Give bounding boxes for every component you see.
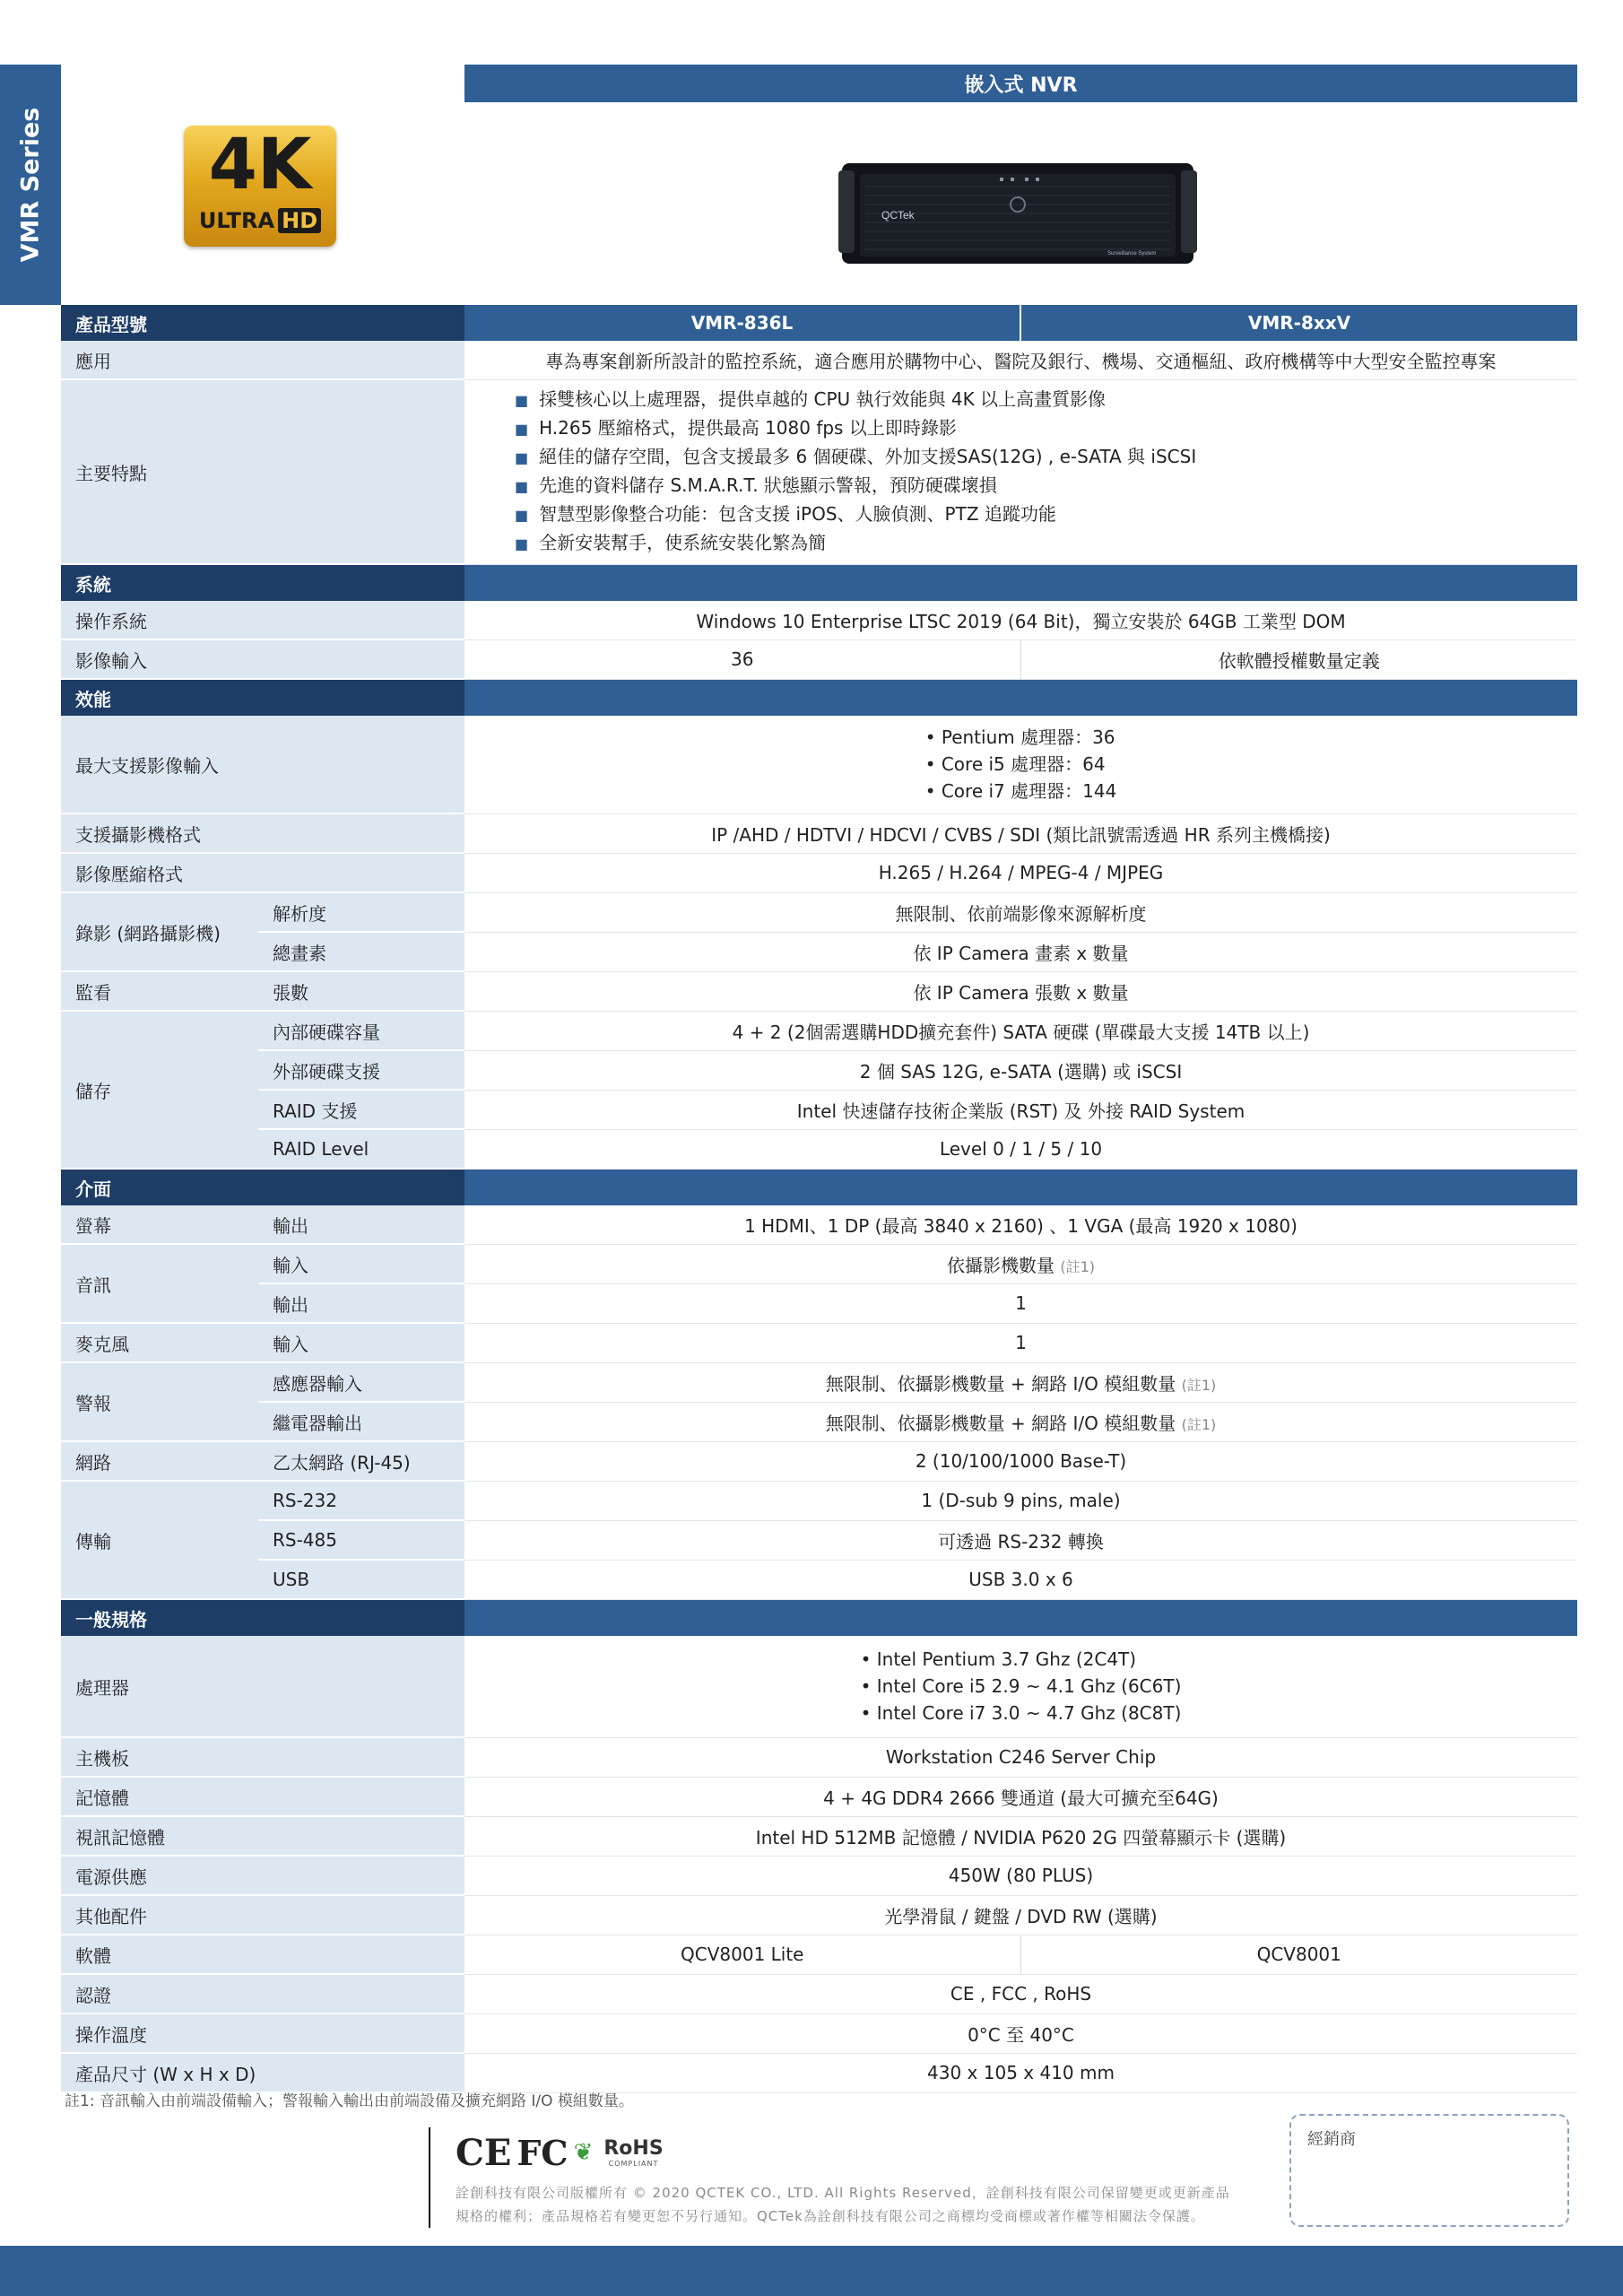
table-row bbox=[61, 892, 1577, 932]
table-row bbox=[61, 1481, 1577, 1520]
row-sublabel: 外部硬碟支援 bbox=[258, 1050, 464, 1090]
row-value: 專為專案創新所設計的監控系統，適合應用於購物中心、醫院及銀行、機場、交通樞紐、政府機構等中大型安全監控專案 bbox=[464, 341, 1577, 379]
model-header-label: 產品型號 bbox=[61, 305, 464, 341]
list-item: ■ 採雙核心以上處理器，提供卓越的 CPU 執行效能與 4K 以上高畫質影像 bbox=[515, 386, 1563, 414]
table-row bbox=[61, 1283, 1577, 1323]
footnote: 註1: 音訊輸入由前端設備輸入；警報輸入輸出由前端設備及擴充網路 I/O 模組數量。 bbox=[65, 2092, 634, 2110]
row-label: 主要特點 bbox=[61, 379, 464, 564]
ultra-hd-text bbox=[196, 206, 324, 235]
row-label: 主機板 bbox=[61, 1737, 464, 1777]
row-sublabel: 輸出 bbox=[258, 1205, 464, 1244]
row-sublabel: 解析度 bbox=[258, 892, 464, 932]
table-row bbox=[61, 1205, 1577, 1244]
bullet-list bbox=[925, 724, 1117, 804]
row-label: 螢幕 bbox=[61, 1205, 258, 1244]
row-value-b: QCV8001 bbox=[1020, 1935, 1577, 1974]
row-sublabel: RAID 支援 bbox=[258, 1090, 464, 1129]
divider bbox=[429, 2127, 430, 2228]
category-title: 嵌入式 NVR bbox=[964, 74, 1078, 97]
dealer-label: 經銷商 bbox=[1307, 2130, 1356, 2149]
section-header bbox=[61, 679, 1577, 716]
table-row bbox=[61, 1777, 1577, 1816]
value-text: 無限制、依攝影機數量 + 網路 I/O 模組數量 bbox=[825, 1372, 1176, 1395]
row-value: 1 HDMI、1 DP (最高 3840 x 2160) 、1 VGA (最高 1920 x 1080) bbox=[464, 1205, 1577, 1244]
row-sublabel: RS-485 bbox=[258, 1520, 464, 1560]
row-value: Workstation C246 Server Chip bbox=[464, 1737, 1577, 1777]
row-value: IP /AHD / HDTVI / HDCVI / CVBS / SDI (類比訊號需透過 HR 系列主機橋接) bbox=[464, 813, 1577, 853]
copyright-line: 詮創科技有限公司版權所有 © 2020 QCTEK CO., LTD. All Rights Reserved，詮創科技有限公司保留變更或更新產品 bbox=[456, 2185, 1230, 2201]
feature-list bbox=[479, 386, 1563, 558]
list-item: • Pentium 處理器：36 bbox=[925, 724, 1117, 751]
row-sublabel: 總畫素 bbox=[258, 932, 464, 971]
table-row bbox=[61, 341, 1577, 379]
table-row bbox=[61, 1816, 1577, 1856]
4k-ultra-hd-logo bbox=[184, 126, 336, 247]
row-value: 依 IP Camera 畫素 x 數量 bbox=[464, 932, 1577, 971]
row-sublabel: 繼電器輸出 bbox=[258, 1402, 464, 1441]
row-value: 0°C 至 40°C bbox=[464, 2013, 1577, 2053]
row-label: 支援攝影機格式 bbox=[61, 813, 464, 853]
row-value bbox=[464, 1636, 1577, 1737]
row-value bbox=[464, 1244, 1577, 1283]
row-value: CE , FCC , RoHS bbox=[464, 1974, 1577, 2013]
row-sublabel: 輸入 bbox=[258, 1244, 464, 1283]
row-label: 產品尺寸 (W x H x D) bbox=[61, 2053, 464, 2092]
row-value: 430 x 105 x 410 mm bbox=[464, 2053, 1577, 2092]
row-sublabel: 輸入 bbox=[258, 1323, 464, 1362]
section-title: 一般規格 bbox=[61, 1599, 464, 1636]
row-label: 網路 bbox=[61, 1441, 258, 1481]
table-row bbox=[61, 1520, 1577, 1560]
copyright-text bbox=[456, 2181, 1298, 2228]
hd-text: HD bbox=[278, 208, 321, 233]
row-label: 影像壓縮格式 bbox=[61, 853, 464, 892]
table-row bbox=[61, 601, 1577, 639]
row-value: 光學滑鼠 / 鍵盤 / DVD RW (選購) bbox=[464, 1895, 1577, 1935]
row-value bbox=[464, 1362, 1577, 1402]
list-item: • Intel Core i7 3.0 ~ 4.7 Ghz (8C8T) bbox=[861, 1700, 1182, 1726]
row-value: USB 3.0 x 6 bbox=[464, 1560, 1577, 1599]
table-row bbox=[61, 1011, 1577, 1050]
bottom-bar bbox=[0, 2246, 1623, 2296]
certification-logos bbox=[456, 2129, 664, 2176]
table-row bbox=[61, 1856, 1577, 1895]
table-row bbox=[61, 813, 1577, 853]
table-row bbox=[61, 1129, 1577, 1169]
value-text: 依攝影機數量 bbox=[946, 1254, 1055, 1276]
value-text: 無限制、依攝影機數量 + 網路 I/O 模組數量 bbox=[825, 1412, 1176, 1434]
device-caption: Surveillance System bbox=[1107, 251, 1157, 257]
row-value: 1 bbox=[464, 1323, 1577, 1362]
row-label: 最大支援影像輸入 bbox=[61, 716, 464, 813]
row-label: 電源供應 bbox=[61, 1856, 464, 1895]
row-sublabel: USB bbox=[258, 1560, 464, 1599]
row-label: 錄影 (網路攝影機) bbox=[61, 892, 258, 971]
4k-text: 4K bbox=[208, 125, 312, 205]
table-row bbox=[61, 1636, 1577, 1737]
row-value: Intel 快速儲存技術企業版 (RST) 及 外接 RAID System bbox=[464, 1090, 1577, 1129]
section-title: 介面 bbox=[61, 1169, 464, 1205]
dealer-box bbox=[1289, 2114, 1569, 2227]
row-value: 2 (10/100/1000 Base-T) bbox=[464, 1441, 1577, 1481]
section-title: 系統 bbox=[61, 564, 464, 601]
model-a-header: VMR-836L bbox=[464, 305, 1020, 341]
row-value: 1 (D-sub 9 pins, male) bbox=[464, 1481, 1577, 1520]
fcc-mark-icon: FC bbox=[516, 2132, 568, 2173]
spec-table bbox=[61, 305, 1577, 2093]
list-item: ■ 絕佳的儲存空間，包含支援最多 6 個硬碟、外加支援SAS(12G) , e-SATA 與 iSCSI bbox=[515, 443, 1563, 472]
row-sublabel: 乙太網路 (RJ-45) bbox=[258, 1441, 464, 1481]
row-value: Level 0 / 1 / 5 / 10 bbox=[464, 1129, 1577, 1169]
row-value bbox=[464, 1402, 1577, 1441]
table-row bbox=[61, 1935, 1577, 1974]
row-sublabel: 內部硬碟容量 bbox=[258, 1011, 464, 1050]
section-header bbox=[61, 564, 1577, 601]
row-sublabel: RAID Level bbox=[258, 1129, 464, 1169]
table-row bbox=[61, 1402, 1577, 1441]
list-item: ■ H.265 壓縮格式，提供最高 1080 fps 以上即時錄影 bbox=[515, 414, 1563, 443]
table-row bbox=[61, 971, 1577, 1011]
table-row bbox=[61, 1090, 1577, 1129]
row-value-a: 36 bbox=[464, 639, 1020, 679]
list-item: • Intel Core i5 2.9 ~ 4.1 Ghz (6C6T) bbox=[861, 1673, 1182, 1700]
row-label: 音訊 bbox=[61, 1244, 258, 1323]
row-value-b: 依軟體授權數量定義 bbox=[1020, 639, 1577, 679]
row-sublabel: 輸出 bbox=[258, 1283, 464, 1323]
footnote-ref: (註1) bbox=[1181, 1376, 1217, 1394]
rohs-compliant-text: COMPLIANT bbox=[608, 2160, 659, 2168]
device-brand: QCTek bbox=[881, 209, 915, 222]
row-sublabel: RS-232 bbox=[258, 1481, 464, 1520]
table-row bbox=[61, 853, 1577, 892]
row-value: Windows 10 Enterprise LTSC 2019 (64 Bit)，獨立安裝於 64GB 工業型 DOM bbox=[464, 601, 1577, 639]
row-label: 應用 bbox=[61, 341, 464, 379]
row-label: 認證 bbox=[61, 1974, 464, 2013]
category-banner bbox=[464, 65, 1577, 102]
list-item: • Core i5 處理器：64 bbox=[925, 751, 1117, 778]
series-label: VMR Series bbox=[16, 107, 45, 263]
features-cell bbox=[464, 379, 1577, 564]
table-row bbox=[61, 2053, 1577, 2092]
row-label: 記憶體 bbox=[61, 1777, 464, 1816]
row-label: 軟體 bbox=[61, 1935, 464, 1974]
leaf-icon: ❦ bbox=[573, 2139, 594, 2166]
table-row bbox=[61, 1441, 1577, 1481]
row-value: Intel HD 512MB 記憶體 / NVIDIA P620 2G 四螢幕顯示卡 (選購) bbox=[464, 1816, 1577, 1856]
model-b-header: VMR-8xxV bbox=[1020, 305, 1577, 341]
row-label: 傳輸 bbox=[61, 1481, 258, 1599]
rohs-text: RoHS bbox=[603, 2137, 664, 2160]
row-value: 依 IP Camera 張數 x 數量 bbox=[464, 971, 1577, 1011]
row-label: 監看 bbox=[61, 971, 258, 1011]
copyright-line: 規格的權利；產品規格若有變更恕不另行通知。QCTek為詮創科技有限公司之商標均受商標或著作權等相關法令保護。 bbox=[456, 2208, 1205, 2224]
series-side-tab bbox=[0, 65, 61, 305]
row-label: 影像輸入 bbox=[61, 639, 464, 679]
row-value-a: QCV8001 Lite bbox=[464, 1935, 1020, 1974]
row-sublabel: 感應器輸入 bbox=[258, 1362, 464, 1402]
row-label: 警報 bbox=[61, 1362, 258, 1441]
table-row bbox=[61, 2013, 1577, 2053]
footnote-ref: (註1) bbox=[1060, 1257, 1096, 1275]
row-value: 450W (80 PLUS) bbox=[464, 1856, 1577, 1895]
row-value: H.265 / H.264 / MPEG-4 / MJPEG bbox=[464, 853, 1577, 892]
list-item: • Intel Pentium 3.7 Ghz (2C4T) bbox=[861, 1646, 1182, 1673]
model-header-row bbox=[61, 305, 1577, 341]
table-row bbox=[61, 379, 1577, 564]
row-label: 其他配件 bbox=[61, 1895, 464, 1935]
table-row bbox=[61, 1737, 1577, 1777]
section-header bbox=[61, 1169, 1577, 1205]
table-row bbox=[61, 1244, 1577, 1283]
row-value: 無限制、依前端影像來源解析度 bbox=[464, 892, 1577, 932]
ultra-text: ULTRA bbox=[198, 208, 275, 233]
table-row bbox=[61, 716, 1577, 813]
rohs-mark-icon bbox=[603, 2137, 663, 2168]
bullet-list bbox=[861, 1646, 1182, 1726]
section-title: 效能 bbox=[61, 679, 464, 716]
table-row bbox=[61, 1050, 1577, 1090]
row-value: 4 + 4G DDR4 2666 雙通道 (最大可擴充至64G) bbox=[464, 1777, 1577, 1816]
table-row bbox=[61, 932, 1577, 971]
nvr-device-image bbox=[838, 151, 1197, 269]
row-value: 4 + 2 (2個需選購HDD擴充套件) SATA 硬碟 (單碟最大支援 14TB 以上) bbox=[464, 1011, 1577, 1050]
list-item: ■ 先進的資料儲存 S.M.A.R.T. 狀態顯示警報，預防硬碟壞損 bbox=[515, 472, 1563, 500]
row-sublabel: 張數 bbox=[258, 971, 464, 1011]
row-value: 1 bbox=[464, 1283, 1577, 1323]
row-label: 麥克風 bbox=[61, 1323, 258, 1362]
row-label: 操作溫度 bbox=[61, 2013, 464, 2053]
row-label: 儲存 bbox=[61, 1011, 258, 1169]
footnote-ref: (註1) bbox=[1181, 1415, 1217, 1433]
list-item: ■ 全新安裝幫手，使系統安裝化繁為簡 bbox=[515, 529, 1563, 558]
row-label: 處理器 bbox=[61, 1636, 464, 1737]
ce-mark-icon: CE bbox=[456, 2131, 512, 2174]
row-value: 可透過 RS-232 轉換 bbox=[464, 1520, 1577, 1560]
row-value bbox=[464, 716, 1577, 813]
list-item: • Core i7 處理器：144 bbox=[925, 778, 1117, 804]
row-label: 視訊記憶體 bbox=[61, 1816, 464, 1856]
table-row bbox=[61, 639, 1577, 679]
table-row bbox=[61, 1974, 1577, 2013]
table-row bbox=[61, 1362, 1577, 1402]
table-row bbox=[61, 1323, 1577, 1362]
table-row bbox=[61, 1895, 1577, 1935]
row-value: 2 個 SAS 12G, e-SATA (選購) 或 iSCSI bbox=[464, 1050, 1577, 1090]
table-row bbox=[61, 1560, 1577, 1599]
list-item: ■ 智慧型影像整合功能：包含支援 iPOS、人臉偵測、PTZ 追蹤功能 bbox=[515, 500, 1563, 529]
section-header bbox=[61, 1599, 1577, 1636]
row-label: 操作系統 bbox=[61, 601, 464, 639]
